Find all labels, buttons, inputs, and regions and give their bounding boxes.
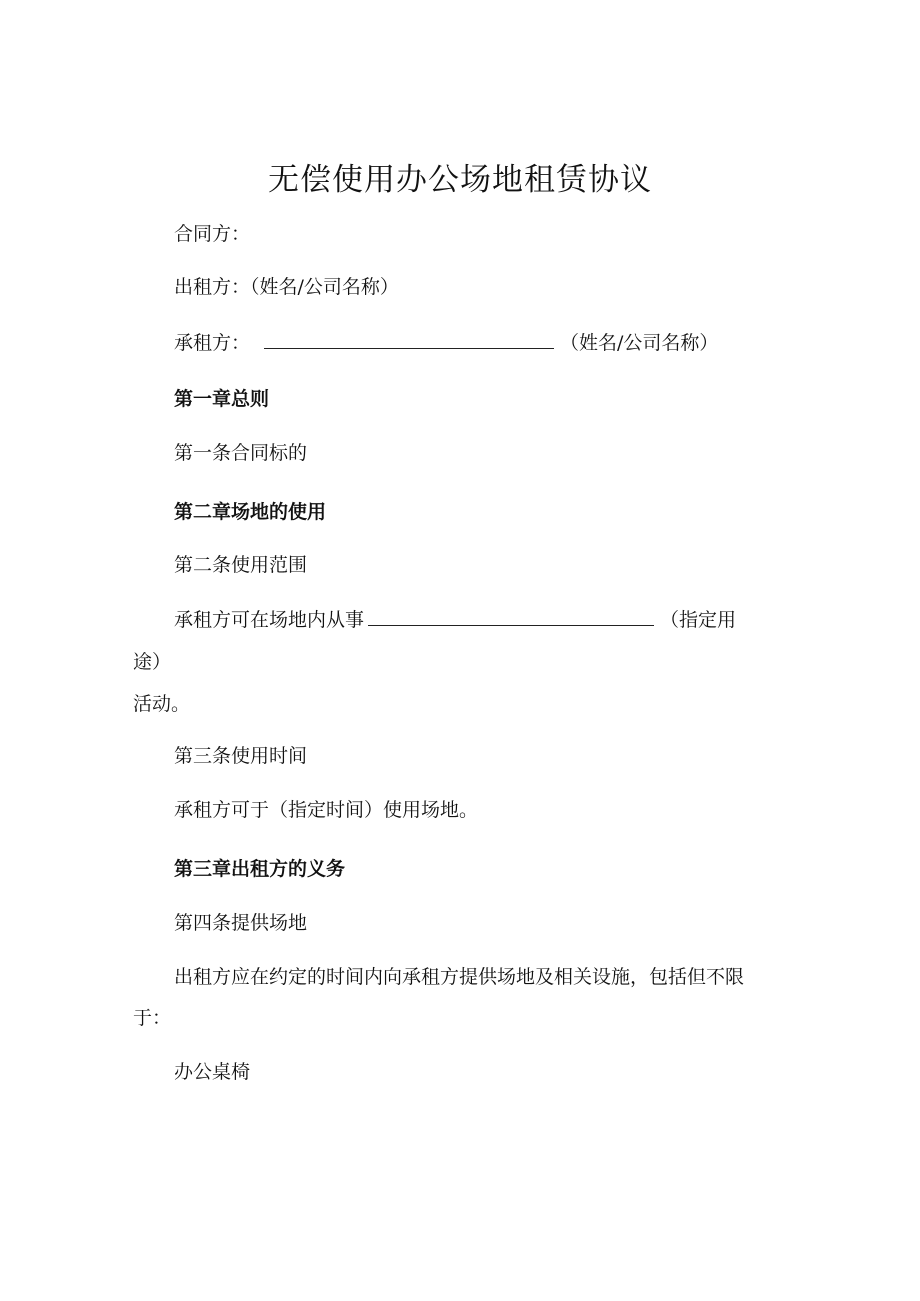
time-text: 承租方可于（指定时间）使用场地。 — [174, 799, 479, 821]
chapter3-heading: 第三章出租方的义务 — [174, 858, 346, 880]
scope-hint-line2: 途） — [133, 651, 172, 673]
provide-line1: 出租方应在约定的时间内向承租方提供场地及相关设施，包括但不限 — [174, 966, 745, 988]
article2-title: 第二条使用范围 — [174, 554, 308, 576]
lessee-label: 承租方： — [174, 332, 251, 354]
document-title: 无偿使用办公场地租赁协议 — [268, 162, 652, 198]
scope-text-after: 活动。 — [133, 693, 191, 715]
chapter2-heading: 第二章场地的使用 — [174, 501, 327, 523]
provide-line2: 于： — [133, 1007, 172, 1029]
scope-hint-line1: （指定用 — [660, 609, 737, 631]
lessee-name-blank — [264, 330, 554, 349]
lessee-hint: （姓名/公司名称） — [560, 332, 719, 354]
lessor-label: 出租方： — [174, 276, 251, 298]
lessor-hint: （姓名/公司名称） — [250, 276, 399, 298]
lessor-line — [174, 275, 399, 299]
chapter1-heading: 第一章总则 — [174, 388, 270, 410]
scope-blank — [368, 607, 654, 626]
list-item-desks-chairs: 办公桌椅 — [174, 1061, 251, 1083]
scope-text-before: 承租方可在场地内从事 — [174, 609, 365, 631]
parties-label: 合同方： — [174, 223, 251, 245]
article3-title: 第三条使用时间 — [174, 745, 308, 767]
article4-title: 第四条提供场地 — [174, 912, 308, 934]
scope-line — [174, 607, 736, 632]
lessee-line — [174, 330, 718, 355]
article1-title: 第一条合同标的 — [174, 442, 308, 464]
